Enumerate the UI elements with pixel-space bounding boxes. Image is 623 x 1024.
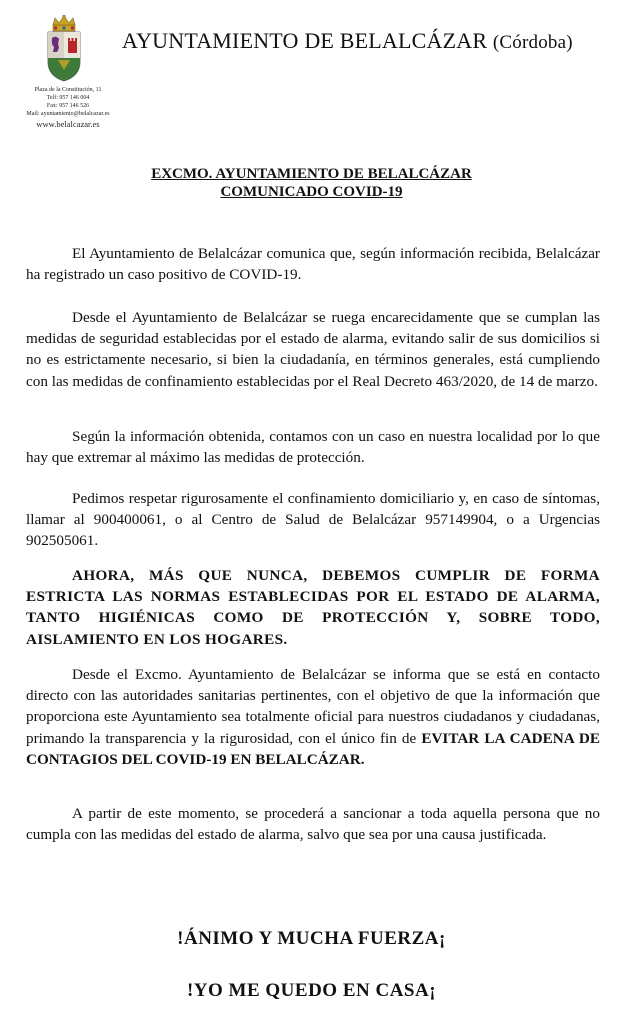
phone-text: Telf: 957 146 004 <box>46 95 90 101</box>
website-link[interactable]: www.belalcazar.es <box>36 119 100 129</box>
paragraph-announcement: El Ayuntamiento de Belalcázar comunica que, según información recibida, Belalcázar ha registrado un caso positivo de COVID-19. <box>26 245 600 284</box>
fax-text: Fax: 957 146 526 <box>46 103 90 109</box>
document-heading-line1: EXCMO. AYUNTAMIENTO DE BELALCÁZAR <box>151 166 472 182</box>
paragraph-sanctions: A partir de este momento, se procederá a sancionar a toda aquella persona que no cumpla con las medidas del estado de alarma, salvo que sea por una causa justificada. <box>26 805 600 844</box>
letterhead <box>0 0 623 135</box>
organization-title <box>122 28 573 54</box>
slogan-stay-home: !YO ME QUEDO EN CASA¡ <box>186 980 437 1001</box>
paragraph-official-info <box>26 664 600 770</box>
official-info-text: Desde el Excmo. Ayuntamiento de Belalcázar se informa que se está en contacto directo con las autoridades sanitarias pertinentes, con el objetivo de que la información que proporciona este Ayuntamiento sea totalmente oficial para nuestros ciudadanos y ciudadanas, primando la transparencia y la rigurosidad, con el único fin de <box>26 666 600 747</box>
contact-block <box>14 86 122 129</box>
organization-name: AYUNTAMIENTO DE BELALCÁZAR <box>122 28 488 53</box>
document-heading-line2: COMUNICADO COVID-19 <box>220 184 403 200</box>
address-text: Plaza de la Constitución, 11 <box>34 87 102 93</box>
email-text: Mail: ayuntamiento@belalcazar.es <box>26 111 110 117</box>
paragraph-measures: Desde el Ayuntamiento de Belalcázar se ruega encarecidamente que se cumplan las medidas de seguridad establecidas por el estado de alarma, evitando salir de sus domicilios si no es estrictamente necesario, si bien la ciudadanía, en términos generales, está cumpliendo con las medidas de confinamiento establecidas por el Real Decreto 463/2020, de 14 de marzo. <box>26 309 600 390</box>
slogan-encouragement: !ÁNIMO Y MUCHA FUERZA¡ <box>177 928 446 949</box>
paragraph-phone-numbers: Pedimos respetar rigurosamente el confinamiento domiciliario y, en caso de síntomas, llamar al 900400061, o al Centro de Salud de Belalcázar 957149904, o a Urgencias 902505061. <box>26 490 600 550</box>
province-label: (Córdoba) <box>492 32 573 53</box>
coat-of-arms-icon <box>44 14 84 84</box>
paragraph-local-case: Según la información obtenida, contamos con un caso en nuestra localidad por lo que hay que extremar al máximo las medidas de protección. <box>26 428 600 467</box>
paragraph-emphasis: AHORA, MÁS QUE NUNCA, DEBEMOS CUMPLIR DE FORMA ESTRICTA LAS NORMAS ESTABLECIDAS POR EL ESTADO DE ALARMA, TANTO HIGIÉNICAS COMO DE PROTECCIÓN Y, SOBRE TODO, AISLAMIENTO EN LOS HOGARES. <box>26 567 600 648</box>
official-info-bold: EVITAR LA CADENA DE CONTAGIOS DEL COVID-19 EN BELALCÁZAR. <box>26 729 600 768</box>
